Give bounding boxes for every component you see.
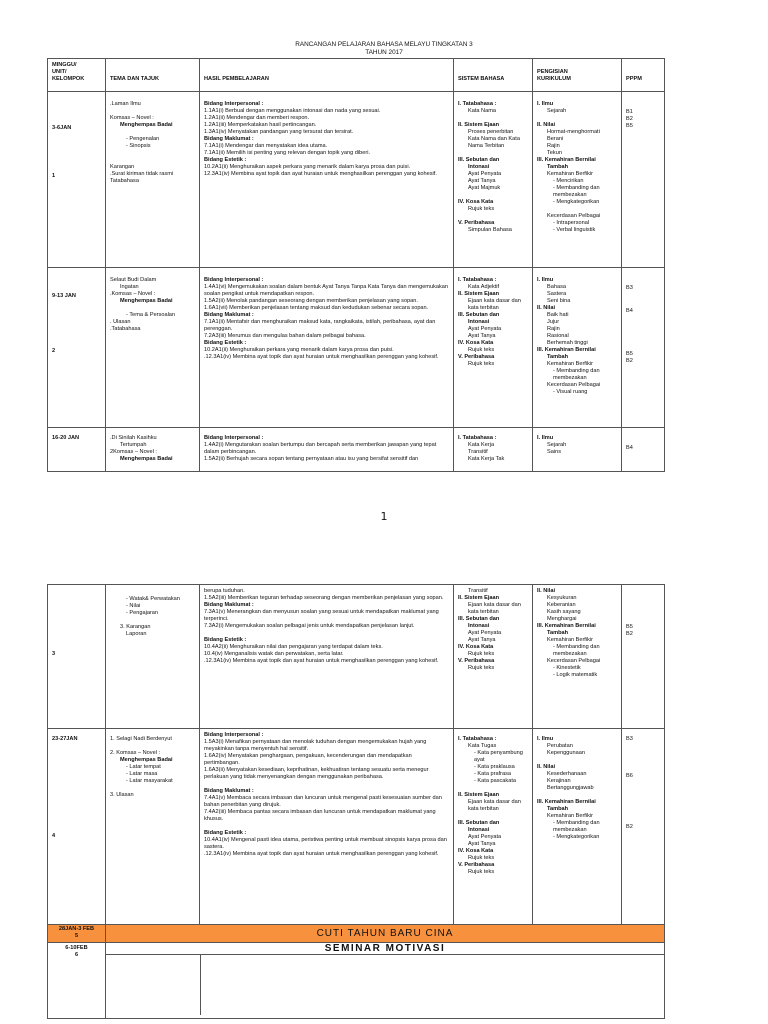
tema-cell: .Di Sinilah Kasihku Tertumpah 2Komsas – Novel : Menghempas Badai — [106, 428, 200, 472]
pppm-cell: B1 B2 B5 — [622, 92, 665, 268]
pppm-cell: B4 — [622, 428, 665, 472]
seminar-body — [106, 955, 664, 1015]
hasil-cell: Bidang Interpersonal : 1.1A1(i) Berbual dengan menggunakan intonasi dan nada yang sesuai. 1.2A1(ii) Mendengar dan memberi respon. 1.2A1(iii) Memperkatakan hasil pertincangan. 1.3A1(iv) Menyatakan pandangan yang tersurat dan tersirat. Bidang Maklumat : 7.1A1(i) Mendengar dan menyatakan idea utama. 7.1A1(ii) Memilih isi penting yang relevan dengan topik yang diberi. Bidang Estetik : 10.2A1(ii) Menghuraikan aspek perkara yang menarik dalam karya prosa dan puisi. 12.3A1(iv) Membina ayat topik dan ayat huraian untuk menghasilkan perenggan yang kohesif. — [200, 92, 454, 268]
header-pengisian: PENGISIAN KURIKULUM — [533, 59, 622, 92]
sistem-cell: I. Tatabahasa : Kata Nama II. Sistem Ejaan Proses penerbitan Kata Nama dan Kata Nama Terbitan III. Sebutan dan Intonasi Ayat Penyata Ayat Tanya Ayat Majmuk IV. Kosa Kata Rujuk teks V. Peribahasa Simpulan Bahasa — [454, 92, 533, 268]
page-number: 1 — [380, 510, 388, 523]
lesson-plan-table — [47, 58, 665, 472]
table-row — [48, 729, 665, 925]
holiday-row — [48, 925, 665, 943]
table-row — [48, 585, 665, 729]
header-tema: TEMA DAN TAJUK — [106, 59, 200, 92]
table-row — [48, 268, 665, 428]
week-cell: 3 — [48, 585, 106, 729]
hasil-cell: Bidang Interpersonal : 1.4A2(i) Mengutarakan soalan bertumpu dan bercapah serta memberikan jawapan yang tepat dalam perbincangan. 1.5A2(ii) Berhujah secara sopan tentang pernyataan atau isu yang bersifat sensitif dan — [200, 428, 454, 472]
seminar-title: SEMINAR MOTIVASI — [106, 943, 664, 955]
week-cell: 9-13 JAN 2 — [48, 268, 106, 428]
document-year: TAHUN 2017 — [365, 49, 403, 56]
lesson-plan-table-continued — [47, 584, 665, 1019]
tema-cell: .Laman Ilmu Komsas – Novel : Menghempas Badai - Pengenalan - Sinopsis Karangan .Surat kiriman tidak rasmi Tatabahasa — [106, 92, 200, 268]
document-title: RANCANGAN PELAJARAN BAHASA MELAYU TINGKATAN 3 — [295, 41, 473, 48]
tema-cell: Selaut Budi Dalam Ingatan .Komsas – Novel : Menghempas Badai - Tema & Persoalan . Ulasan .Tatabahasa — [106, 268, 200, 428]
sistem-cell: Transitif II. Sistem Ejaan Ejaan kata dasar dan kata terbitan III. Sebutan dan Intonasi Ayat Penyata Ayat Tanya IV. Kosa Kata Rujuk teks V. Peribahasa Rujuk teks — [454, 585, 533, 729]
sistem-cell: I. Tatabahasa : Kata Kerja Transitif Kata Kerja Tak — [454, 428, 533, 472]
pengisian-cell: I. Ilmu Perubatan Kepenggunaan II. Nilai Kesederhanaan Kerajinan Bertanggungjawab III. Kemahiran Bernilai Tambah Kemahiran Berfikir - Membanding dan membezakan - Mengkategorikan — [533, 729, 622, 925]
pengisian-cell: I. Ilmu Sejarah Sains — [533, 428, 622, 472]
pengisian-cell: I. Ilmu Bahasa Sastera Seni bina II. Nilai Baik hati Jujur Rajin Rasional Berhemah tinggi III. Kemahiran Bernilai Tambah Kemahiran Berfikir - Membanding dan membezakan Kecerdasan Pelbagai - Visual ruang — [533, 268, 622, 428]
week-cell: 6-10FEB 6 — [48, 943, 106, 1019]
pppm-cell: B3 B4 B5 B2 — [622, 268, 665, 428]
sistem-cell: I. Tatabahasa : Kata Adjektif II. Sistem Ejaan Ejaan kata dasar dan kata terbitan III. Sebutan dan Intonasi Ayat Penyata Ayat Tanya IV. Kosa Kata Rujuk teks V. Peribahasa Rujuk teks — [454, 268, 533, 428]
pppm-cell: B3 B6 B2 — [622, 729, 665, 925]
table-row — [48, 92, 665, 268]
hasil-cell: berupa tuduhan. 1.5A2(iii) Memberikan teguran terhadap seseorang dengan memberikan penjelasan yang sopan. Bidang Maklumat : 7.3A1(v) Menerangkan dan menyusun soalan yang sesuai untuk mendapatkan maklumat yang terperinci. 7.3A2(i) Mengemukakan soalan pelbagai jenis untuk mendapatkan penjelasan lanjut. Bidang Estetik : 10.4A2(ii) Menghuraikan nilai dan pengajaran yang terdapat dalam teks. 10.4(iv) Menganalisis watak dan perwatakan, serta latar. .12.3A1(iv) Membina ayat topik dan ayat huraian untuk menghasilkan perenggan yang kohesif. — [200, 585, 454, 729]
pengisian-cell: I. Ilmu Sejarah II. Nilai Hormat-menghormati Berani Rajin Tekun III. Kemahiran Bernilai Tambah Kemahiran Berfikir - Mencirikan - Membanding dan membezakan - Mengkategorikan Kecerdasan Pelbagai - Intrapersonal - Verbal linguistik — [533, 92, 622, 268]
hasil-cell: Bidang Interpersonal : 1.4A1(vi) Mengemukakan soalan dalam bentuk Ayat Tanya Tanpa Kata Tanya dan mengemukakan soalan pengikat untuk mendapatkan respon. 1.5A2(ii) Menolak pandangan seseorang dengan memberikan penjelasan yang sopan. 1.6A1(vii) Memberikan penjelasan tentang maksud dan kedudukan sebenar secara sopan. Bidang Maklumat : 7.1A1(ii) Mentafsir dan menghuraikan maksud kata, rangkaikata, istilah, peribahasa, ayat dan perenggan. 7.2A3(iii) Merumus dan mengulas bahan dalam pelbagai bahasa. Bidang Estetik : 10.2A1(ii) Menghuraikan perkara yang menarik dalam karya prosa dan puisi. .12.3A1(iv) Membina ayat topik dan ayat huraian untuk menghasilkan perenggan yang kohesif. — [200, 268, 454, 428]
pengisian-cell: II. Nilai Kesyukuran Keberanian Kasih sayang Menghargai III. Kemahiran Bernilai Tambah Kemahiran Berfikir - Membanding dan membezakan Kecerdasan Pelbagai - Kinestetik - Logik matematik — [533, 585, 622, 729]
page-2 — [0, 580, 768, 1024]
sistem-cell: I. Tatabahasa : Kata Tugas - Kata penyambung ayat - Kata praklausa - Kata prafrasa - Kata pascakata II. Sistem Ejaan Ejaan kata dasar dan kata terbitan III. Sebutan dan Intonasi Ayat Penyata Ayat Tanya IV. Kosa Kata Rujuk teks V. Peribahasa Rujuk teks — [454, 729, 533, 925]
tema-cell: - Watak& Perwatakan - Nilai - Pengajaran 3. Karangan Laporan — [106, 585, 200, 729]
tema-cell: 1. Selagi Nadi Berdenyut 2. Komsas – Novel : Menghempas Badai - Latar tempat - Latar masa - Latar masyarakat 3. Ulasan — [106, 729, 200, 925]
header-minggu: MINGGU/ UNIT/ KELOMPOK — [48, 59, 106, 92]
empty-cell — [201, 955, 664, 1015]
empty-cell — [106, 955, 201, 1015]
seminar-row — [48, 943, 665, 1019]
holiday-title: CUTI TAHUN BARU CINA — [106, 925, 665, 943]
header-hasil: HASIL PEMBELAJARAN — [200, 59, 454, 92]
hasil-cell: Bidang Interpersonal : 1.5A3(i) Menafikan pernyataan dan menolak tuduhan dengan mengemukakan hujah yang meyakinkan tanpa menyentuh hal sensitif. 1.6A2(iv) Menyatakan penghargaan, pengakuan, kecenderungan dan mendapatkan pertimbangan. 1.6A3(ii) Menyatakan kesediaan, keprihatinan, kekhuatiran tentang sesuatu serta menegur perlakuan yang tidak menyenangkan dengan menggunakan peribahasa. Bidang Maklumat : 7.4A1(v) Membaca secara imbasan dan luncuran untuk mengenal pasti kesesuaian sumber dan bahan penerbitan yang dirujuk. 7.4A2(iii) Membaca pantas secara imbasan dan luncuran untuk mendapatkan maklumat yang khusus. Bidang Estetik : 10.4A1(iv) Mengenal pasti idea utama, peristiwa penting untuk membuat sinopsis karya prosa dan sastera. .12.3A1(iv) Membina ayat topik dan ayat huraian untuk menghasilkan perenggan yang kohesif. — [200, 729, 454, 925]
header-row — [48, 59, 665, 92]
table-row — [48, 428, 665, 472]
pppm-cell: B5 B2 — [622, 585, 665, 729]
header-sistem: SISTEM BAHASA — [454, 59, 533, 92]
week-cell: 16-20 JAN — [48, 428, 106, 472]
seminar-cell — [106, 943, 665, 1019]
header-pppm: PPPM — [622, 59, 665, 92]
week-cell: 23-27JAN 4 — [48, 729, 106, 925]
week-cell: 3-6JAN 1 — [48, 92, 106, 268]
week-cell: 28JAN-3 FEB 5 — [48, 925, 106, 943]
